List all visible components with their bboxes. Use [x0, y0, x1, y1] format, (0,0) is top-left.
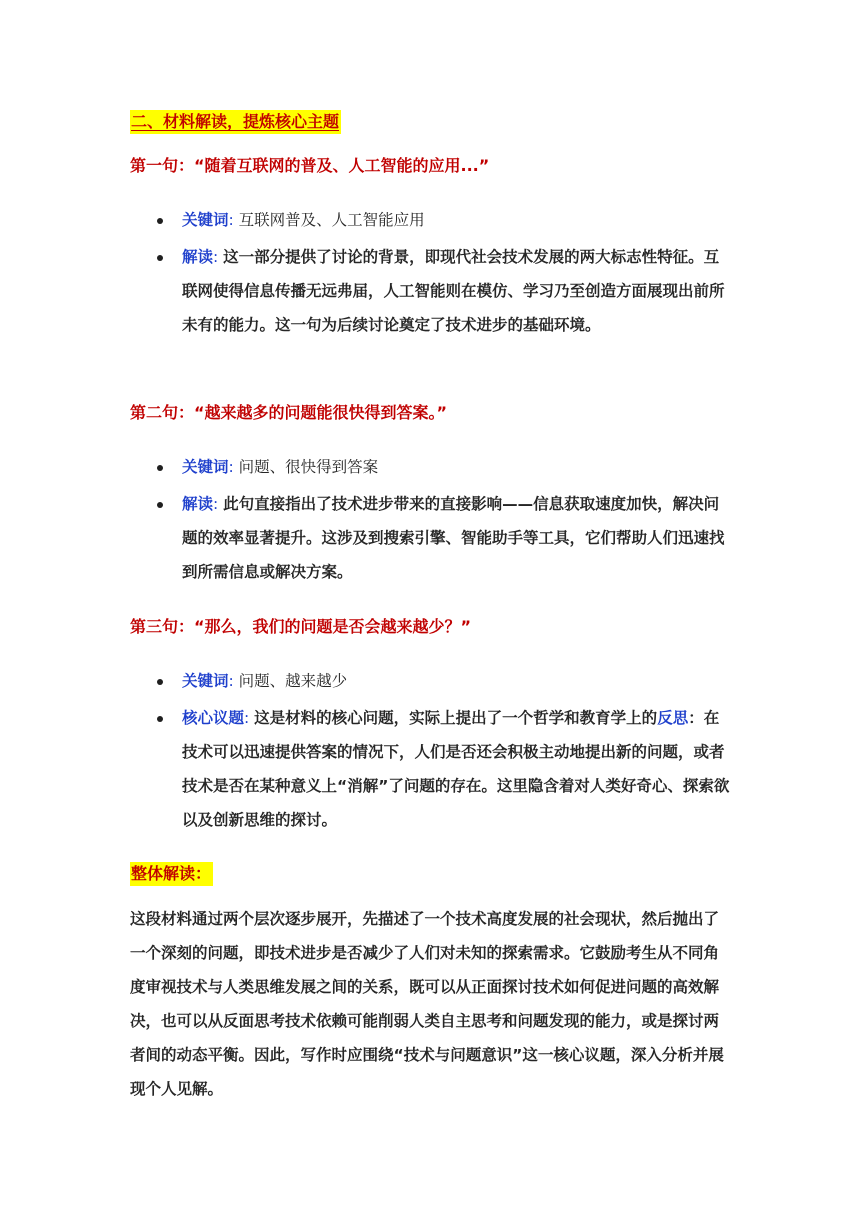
list-item: 关键词: 问题、越来越少	[182, 664, 734, 698]
reflection-label: 反思	[657, 709, 689, 727]
keywords-label: 关键词	[182, 211, 229, 229]
interpretation-label: 解读	[182, 248, 214, 266]
sentence-3-list	[182, 664, 734, 840]
keywords-label: 关键词	[182, 458, 229, 476]
sentence-2-quote: 第二句：“越来越多的问题能很快得到答案。”	[130, 403, 448, 422]
interpretation-text: 此句直接指出了技术进步带来的直接影响——信息获取速度加快，解决问题的效率显著提升。这涉及到搜索引擎、智能助手等工具，它们帮助人们迅速找到所需信息或解决方案。	[182, 495, 725, 581]
sentence-1-list	[182, 203, 734, 345]
bullet-icon	[157, 716, 163, 722]
bullet-icon	[157, 218, 163, 224]
bullet-icon	[157, 465, 163, 471]
keywords-text: 问题、越来越少	[238, 672, 348, 690]
overall-heading: 整体解读：	[130, 862, 213, 886]
keywords-text: 互联网普及、人工智能应用	[238, 211, 425, 229]
core-issue-label: 核心议题	[182, 709, 245, 727]
keywords-label: 关键词	[182, 672, 229, 690]
sentence-3-quote: 第三句：“那么，我们的问题是否会越来越少？”	[130, 617, 472, 636]
list-item: 关键词: 问题、很快得到答案	[182, 450, 734, 484]
keywords-text: 问题、很快得到答案	[238, 458, 379, 476]
sentence-1-quote: 第一句：“随着互联网的普及、人工智能的应用...”	[130, 156, 490, 175]
bullet-icon	[157, 255, 163, 261]
bullet-icon	[157, 502, 163, 508]
section-heading: 二、材料解读，提炼核心主题	[130, 110, 341, 134]
list-item: 解读: 此句直接指出了技术进步带来的直接影响——信息获取速度加快，解决问题的效率显著提升。这涉及到搜索引擎、智能助手等工具，它们帮助人们迅速找到所需信息或解决方案。	[182, 487, 734, 589]
overall-paragraph: 这段材料通过两个层次逐步展开，先描述了一个技术高度发展的社会现状，然后抛出了一个深刻的问题，即技术进步是否减少了人们对未知的探索需求。它鼓励考生从不同角度审视技术与人类思维发展之间的关系，既可以从正面探讨技术如何促进问题的高效解决，也可以从反面思考技术依赖可能削弱人类自主思考和问题发现的能力，或是探讨两者间的动态平衡。因此，写作时应围绕“技术与问题意识”这一核心议题，深入分析并展现个人见解。	[130, 910, 724, 1098]
list-item: 关键词: 互联网普及、人工智能应用	[182, 203, 734, 237]
sentence-2-list	[182, 450, 734, 592]
bullet-icon	[157, 679, 163, 685]
list-item: 核心议题: 这是材料的核心问题，实际上提出了一个哲学和教育学上的反思：在技术可以迅速提供答案的情况下，人们是否还会积极主动地提出新的问题，或者技术是否在某种意义上“消解”了问题的存在。这里隐含着对人类好奇心、探索欲以及创新思维的探讨。	[182, 701, 734, 837]
core-issue-text: 这是材料的核心问题，实际上提出了一个哲学和教育学上的	[254, 709, 658, 727]
reflection-text: 在技术可以迅速提供答案的情况下，人们是否还会积极主动地提出新的问题，或者技术是否在某种意义上“消解”了问题的存在。这里隐含着对人类好奇心、探索欲以及创新思维的探讨。	[182, 709, 730, 829]
interpretation-text: 这一部分提供了讨论的背景，即现代社会技术发展的两大标志性特征。互联网使得信息传播无远弗届，人工智能则在模仿、学习乃至创造方面展现出前所未有的能力。这一句为后续讨论奠定了技术进步的基础环境。	[182, 248, 725, 334]
interpretation-label: 解读	[182, 495, 214, 513]
list-item: 解读: 这一部分提供了讨论的背景，即现代社会技术发展的两大标志性特征。互联网使得信息传播无远弗届，人工智能则在模仿、学习乃至创造方面展现出前所未有的能力。这一句为后续讨论奠定了技术进步的基础环境。	[182, 240, 734, 342]
